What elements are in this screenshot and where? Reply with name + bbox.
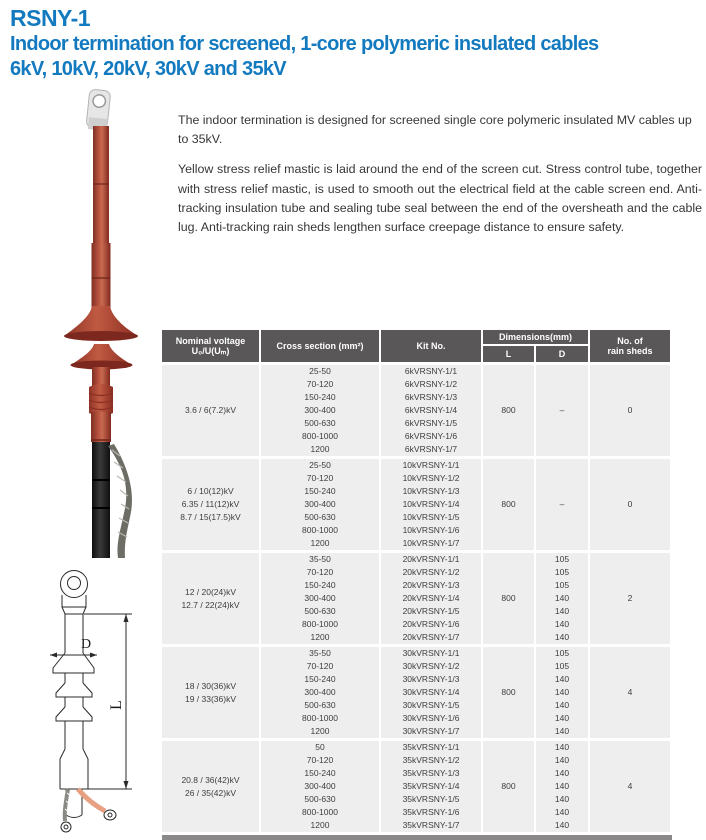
cell-dim-l: 800: [483, 741, 534, 832]
cell-dim-d: 140 140 140 140 140 140 140: [536, 741, 588, 832]
product-subtitle-line1: Indoor termination for screened, 1-core polymeric insulated cables: [10, 33, 599, 55]
cell-dim-d: 105 105 105 140 140 140 140: [536, 553, 588, 644]
table-row-group-6kv: [162, 365, 672, 456]
cell-dim-l: 800: [483, 553, 534, 644]
product-subtitle-line2: 6kV, 10kV, 20kV, 30kV and 35kV: [10, 58, 286, 80]
cell-voltage: 18 / 30(36)kV 19 / 33(36)kV: [162, 647, 259, 738]
header-rain-sheds-line2: rain sheds: [607, 346, 653, 356]
product-photo: [28, 88, 163, 558]
description-paragraph-2: Yellow stress relief mastic is laid around the end of the screen cut. Stress control tube, together with stress relief mastic, is used to smooth out the electrical field at the cable screen end. Anti-tracking insulation tube and sealing tube seal between the end of the oversheath and the cable lug. Anti-tracking rain sheds lengthen surface creepage distance to ensure safety.: [178, 162, 702, 235]
cell-voltage: 3.6 / 6(7.2)kV: [162, 365, 259, 456]
header-nominal-voltage-line1: Nominal voltage: [175, 335, 246, 346]
header-kit-no: Kit No.: [381, 330, 481, 362]
description: [178, 111, 702, 248]
header-dimensions: [483, 330, 588, 362]
cell-kit-nos: 20kVRSNY-1/1 20kVRSNY-1/2 20kVRSNY-1/3 20kVRSNY-1/4 20kVRSNY-1/5 20kVRSNY-1/6 20kVRSNY-1/7: [381, 553, 481, 644]
termination-dimension-drawing: [12, 557, 157, 840]
cell-voltage: 6 / 10(12)kV 6.35 / 11(12)kV 8.7 / 15(17.5)kV: [162, 459, 259, 550]
header-dimensions-sub: [483, 346, 588, 362]
table-row-group-30kv: [162, 647, 672, 738]
table-row-group-20kv: [162, 553, 672, 644]
header-nominal-voltage: [162, 330, 259, 362]
cell-kit-nos: 10kVRSNY-1/1 10kVRSNY-1/2 10kVRSNY-1/3 10kVRSNY-1/4 10kVRSNY-1/5 10kVRSNY-1/6 10kVRSNY-1/7: [381, 459, 481, 550]
header-rain-sheds-line1: No. of: [617, 335, 643, 346]
cell-dim-d: –: [536, 365, 588, 456]
table-row-group-10kv: [162, 459, 672, 550]
product-code-title: RSNY-1: [10, 5, 91, 31]
title-block: [10, 5, 598, 82]
dimension-l-label: L: [108, 700, 125, 710]
header-dim-d: D: [534, 346, 588, 362]
cell-rain-sheds: 0: [590, 365, 670, 456]
technical-drawing: [12, 557, 157, 840]
table-header-row: [162, 330, 672, 362]
cell-kit-nos: 35kVRSNY-1/1 35kVRSNY-1/2 35kVRSNY-1/3 35kVRSNY-1/4 35kVRSNY-1/5 35kVRSNY-1/6 35kVRSNY-1/7: [381, 741, 481, 832]
termination-photo-illustration: [28, 88, 163, 558]
cell-cross-sections: 25-50 70-120 150-240 300-400 500-630 800-1000 1200: [261, 365, 379, 456]
cell-rain-sheds: 4: [590, 741, 670, 832]
header-rain-sheds: [590, 330, 670, 362]
table-bottom-bar: [162, 835, 672, 840]
cell-dim-d: 105 105 140 140 140 140 140: [536, 647, 588, 738]
cell-dim-l: 800: [483, 647, 534, 738]
cell-cross-sections: 35-50 70-120 150-240 300-400 500-630 800-1000 1200: [261, 647, 379, 738]
cell-rain-sheds: 4: [590, 647, 670, 738]
cell-kit-nos: 6kVRSNY-1/1 6kVRSNY-1/2 6kVRSNY-1/3 6kVRSNY-1/4 6kVRSNY-1/5 6kVRSNY-1/6 6kVRSNY-1/7: [381, 365, 481, 456]
cell-voltage: 12 / 20(24)kV 12.7 / 22(24)kV: [162, 553, 259, 644]
header-cross-section: Cross section (mm²): [261, 330, 379, 362]
cell-rain-sheds: 0: [590, 459, 670, 550]
cell-cross-sections: 50 70-120 150-240 300-400 500-630 800-1000 1200: [261, 741, 379, 832]
cell-voltage: 20.8 / 36(42)kV 26 / 35(42)kV: [162, 741, 259, 832]
selection-table: [162, 330, 672, 840]
cell-kit-nos: 30kVRSNY-1/1 30kVRSNY-1/2 30kVRSNY-1/3 30kVRSNY-1/4 30kVRSNY-1/5 30kVRSNY-1/6 30kVRSNY-1/7: [381, 647, 481, 738]
description-paragraph-1: The indoor termination is designed for screened single core polymeric insulated MV cables up to 35kV.: [178, 113, 692, 147]
dimension-d-label: D: [80, 637, 92, 652]
cell-rain-sheds: 2: [590, 553, 670, 644]
header-dimensions-title: Dimensions(mm): [483, 330, 588, 346]
cell-cross-sections: 35-50 70-120 150-240 300-400 500-630 800-1000 1200: [261, 553, 379, 644]
table-row-group-35kv: [162, 741, 672, 832]
cell-cross-sections: 25-50 70-120 150-240 300-400 500-630 800-1000 1200: [261, 459, 379, 550]
header-nominal-voltage-line2: U₀/U(Uₘ): [191, 346, 230, 356]
header-dim-l: L: [505, 348, 512, 359]
cell-dim-l: 800: [483, 365, 534, 456]
cell-dim-d: –: [536, 459, 588, 550]
cell-dim-l: 800: [483, 459, 534, 550]
